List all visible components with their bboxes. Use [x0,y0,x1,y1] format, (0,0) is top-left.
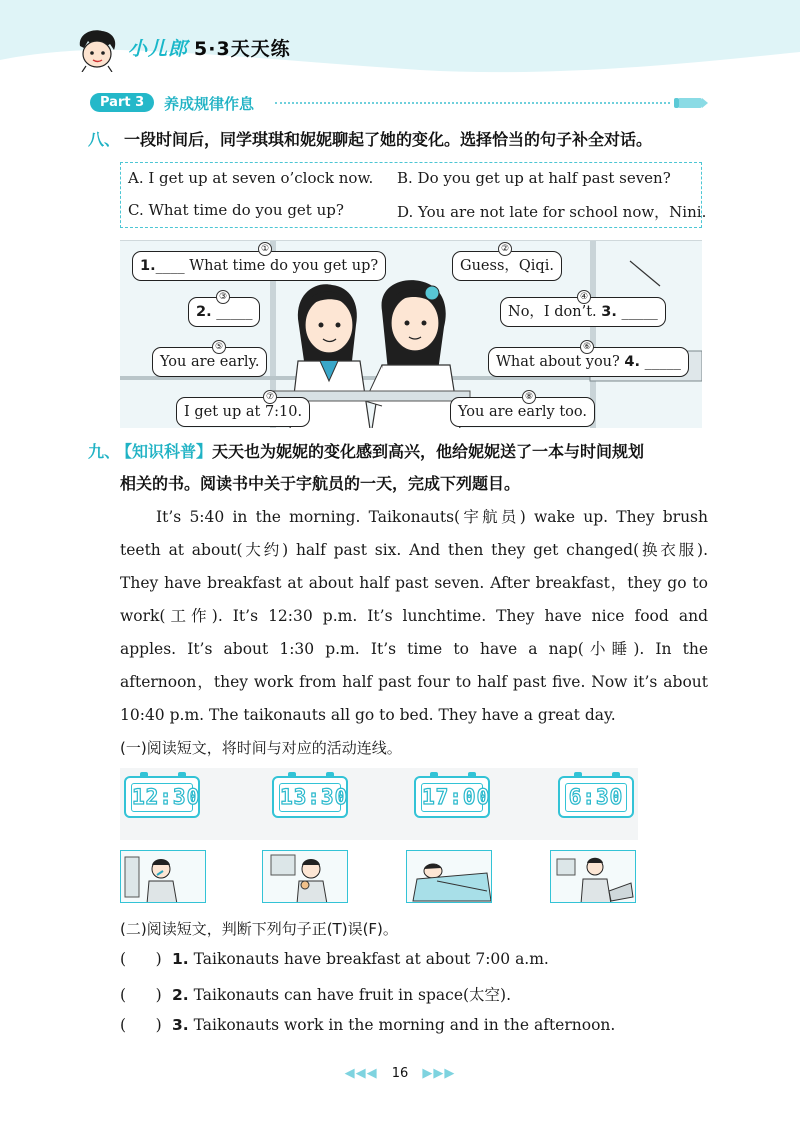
q8-number: 八、 [88,130,121,149]
marker-7: ⑦ [263,390,277,404]
bubble-4-text: No，I don’t. [508,304,597,320]
picture-working[interactable] [550,850,636,903]
marker-1: ① [258,242,272,256]
q9-title-line1 [88,440,644,464]
part-badge: Part 3 [90,93,154,112]
answer-paren-2[interactable]: ( ) [120,986,162,1004]
marker-3: ③ [216,290,230,304]
marker-6: ⑥ [580,340,594,354]
marker-4: ④ [577,290,591,304]
statement-3-num: 3. [172,1016,189,1034]
passage-line: apples. It’s about 1:30 p.m. It’s time to have a nap(小睡). In the [120,640,708,658]
page-footer [0,1066,800,1081]
section-heading [90,93,710,113]
q9-title-line2 [120,472,520,496]
picture-sleeping[interactable] [406,850,492,903]
header-band [0,0,800,80]
eating-icon [263,851,348,903]
bubble-1 [132,251,386,281]
brand-title [128,34,291,61]
brand-name: 小儿郎 [128,38,189,60]
marker-5: ⑤ [212,340,226,354]
option-d: D. You are not late for school now，Nini. [397,203,707,221]
statement-2 [120,983,511,1005]
q9-instruction-1: 天天也为妮妮的变化感到高兴，他给妮妮送了一本与时间规划 [212,442,645,461]
passage-line: work(工作). It’s 12:30 p.m. It’s lunchtime. They have nice food and [120,607,708,625]
right-arrows-icon: ▶▶▶ [422,1066,456,1081]
statement-1-num: 1. [172,950,189,968]
working-icon [551,851,636,903]
bubble-4-blank: 3. [601,304,617,320]
dotted-rule [275,102,670,104]
clock-1230[interactable] [124,776,200,818]
q9-instruction-2: 相关的书。阅读书中关于宇航员的一天，完成下列题目。 [120,474,521,493]
bubble-6-text: What about you? [496,354,620,370]
clock-1700[interactable] [414,776,490,818]
bubble-7 [176,397,310,427]
left-arrows-icon: ◀◀◀ [344,1066,378,1081]
part1-title: (一)阅读短文，将时间与对应的活动连线。 [120,739,402,757]
statement-1 [120,950,549,968]
q9-tag: 【知识科普】 [124,442,213,461]
pencil-icon [672,95,708,111]
passage-line: It’s 5:40 in the morning. Taikonauts(宇航员) wake up. They brush [156,508,708,526]
bubble-2-text: Guess，Qiqi. [460,258,554,274]
part2-title: (二)阅读短文，判断下列句子正(T)误(F)。 [120,920,398,938]
picture-brushing-teeth[interactable] [120,850,206,903]
q8-options-box [120,162,707,228]
bubble-8 [450,397,595,427]
q8-title [88,128,652,152]
marker-8: ⑧ [522,390,536,404]
answer-paren-3[interactable]: ( ) [120,1016,162,1034]
clock-display: 13:30 [279,783,341,812]
clock-display: 6:30 [565,783,627,812]
answer-blank-2[interactable]: _____ [211,304,253,320]
clock-630[interactable] [558,776,634,818]
option-b: B. Do you get up at half past seven? [397,169,671,187]
bubble-8-text: You are early too. [458,404,587,420]
statement-1-text: Taikonauts have breakfast at about 7:00 a.m. [193,950,549,968]
bubble-1-blank: 1. [140,258,156,274]
reading-passage [120,501,708,732]
bubble-3-blank: 2. [196,304,212,320]
passage-line: They have breakfast at about half past seven. After breakfast，they go to [120,574,708,592]
brushing-teeth-icon [121,851,206,903]
bubble-1-text: What time do you get up? [189,258,379,274]
clock-row [120,768,638,840]
sleeping-icon [407,851,492,903]
bubble-7-text: I get up at 7:10. [184,404,303,420]
answer-blank-1[interactable]: ____ [155,258,190,274]
bubble-5 [152,347,267,377]
statement-2-text: Taikonauts can have fruit in space(太空). [193,986,512,1004]
clock-display: 17:00 [421,783,483,812]
marker-2: ② [498,242,512,256]
q9-number: 九、 [88,442,121,461]
bubble-5-text: You are early. [160,354,260,370]
answer-paren-1[interactable]: ( ) [120,950,162,968]
statement-3 [120,1016,615,1034]
statement-2-num: 2. [172,986,189,1004]
picture-eating[interactable] [262,850,348,903]
option-a: A. I get up at seven o’clock now. [128,169,374,187]
page-number: 16 [391,1066,409,1081]
bubble-6-blank: 4. [624,354,641,370]
passage-line: afternoon，they work from half past four to half past five. Now it’s about [120,673,708,691]
q8-instruction: 一段时间后，同学琪琪和妮妮聊起了她的变化。选择恰当的句子补全对话。 [124,130,653,149]
dialogue-comic [120,240,702,428]
mascot-boy-icon [74,28,120,72]
clock-display: 12:30 [131,783,193,812]
answer-blank-3[interactable]: _____ [616,304,658,320]
clock-1330[interactable] [272,776,348,818]
option-c: C. What time do you get up? [128,201,344,219]
answer-blank-4[interactable]: _____ [640,354,681,370]
passage-line: teeth at about(大约) half past six. And then they get changed(换衣服). [120,541,708,559]
statement-3-text: Taikonauts work in the morning and in the afternoon. [193,1016,616,1034]
passage-line: 10:40 p.m. The taikonauts all go to bed. They have a great day. [120,706,616,724]
brand-series: 5·3天天练 [194,38,291,60]
section-title: 养成规律作息 [164,95,255,113]
